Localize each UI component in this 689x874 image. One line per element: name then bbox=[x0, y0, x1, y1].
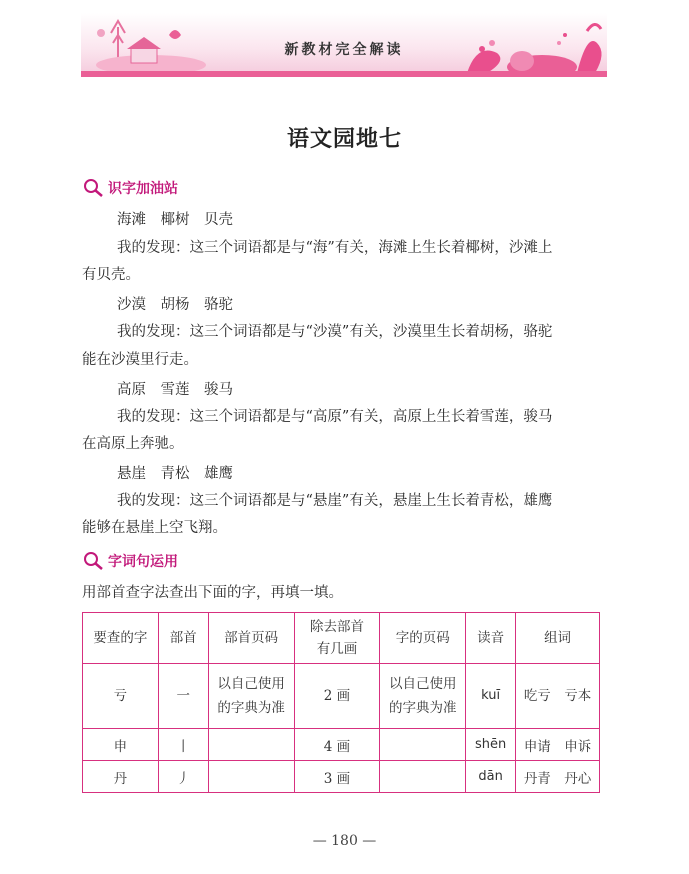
table-header-cell: 部首页码 bbox=[208, 613, 294, 664]
table-cell: 以自己使用的字典为准 bbox=[208, 664, 294, 729]
instruction-text: 用部首查字法查出下面的字，再填一填。 bbox=[82, 585, 343, 601]
header-banner bbox=[81, 13, 607, 77]
page-number: — 180 — bbox=[312, 833, 377, 849]
section-heading-word-usage bbox=[82, 550, 178, 572]
magnifier-icon bbox=[82, 178, 106, 198]
banner-title: 新教材完全解读 bbox=[284, 42, 404, 58]
word-group: 高原 雪莲 骏马 bbox=[117, 382, 233, 398]
table-cell: 2 画 bbox=[294, 664, 380, 729]
banner-base-stripe bbox=[81, 71, 607, 77]
table-cell: 申 bbox=[83, 729, 159, 761]
discovery-line: 有贝壳。 bbox=[82, 267, 140, 283]
table-cell: 一 bbox=[158, 664, 208, 729]
page-title: 语文园地七 bbox=[286, 126, 402, 152]
table-cell: 以自己使用的字典为准 bbox=[380, 664, 466, 729]
table-header-row bbox=[83, 613, 600, 664]
table-header-cell: 除去部首有几画 bbox=[294, 613, 380, 664]
table-header-cell: 读音 bbox=[466, 613, 516, 664]
table-cell: 亏 bbox=[83, 664, 159, 729]
table-cell bbox=[380, 761, 466, 793]
table-cell bbox=[208, 761, 294, 793]
section-heading-text: 字词句运用 bbox=[108, 554, 178, 570]
table-cell: 4 画 bbox=[294, 729, 380, 761]
radical-lookup-table bbox=[82, 612, 600, 793]
discovery-line: 能够在悬崖上空飞翔。 bbox=[82, 520, 227, 536]
table-cell: shēn bbox=[466, 729, 516, 761]
table-cell: 丹青 丹心 bbox=[516, 761, 600, 793]
discovery-line: 在高原上奔驰。 bbox=[82, 436, 184, 452]
table-cell bbox=[208, 729, 294, 761]
table-cell: 丨 bbox=[158, 729, 208, 761]
discovery-line: 我的发现：这三个词语都是与“高原”有关，高原上生长着雪莲，骏马 bbox=[117, 409, 553, 425]
table-header-cell: 字的页码 bbox=[380, 613, 466, 664]
word-group: 海滩 椰树 贝壳 bbox=[117, 212, 233, 228]
table-cell: 吃亏 亏本 bbox=[516, 664, 600, 729]
table-cell: dān bbox=[466, 761, 516, 793]
table-cell: 丿 bbox=[158, 761, 208, 793]
word-group: 沙漠 胡杨 骆驼 bbox=[117, 297, 233, 313]
table-cell: kuī bbox=[466, 664, 516, 729]
table-cell: 3 画 bbox=[294, 761, 380, 793]
discovery-line: 我的发现：这三个词语都是与“海”有关，海滩上生长着椰树，沙滩上 bbox=[117, 240, 553, 256]
table-cell: 丹 bbox=[83, 761, 159, 793]
table-row bbox=[83, 761, 600, 793]
section-heading-text: 识字加油站 bbox=[108, 181, 178, 197]
table-header-cell: 部首 bbox=[158, 613, 208, 664]
word-group: 悬崖 青松 雄鹰 bbox=[117, 466, 233, 482]
magnifier-icon bbox=[82, 551, 106, 571]
discovery-line: 我的发现：这三个词语都是与“沙漠”有关，沙漠里生长着胡杨，骆驼 bbox=[117, 324, 553, 340]
discovery-line: 我的发现：这三个词语都是与“悬崖”有关，悬崖上生长着青松，雄鹰 bbox=[117, 493, 553, 509]
discovery-line: 能在沙漠里行走。 bbox=[82, 352, 198, 368]
table-header-cell: 组词 bbox=[516, 613, 600, 664]
table-row bbox=[83, 729, 600, 761]
table-row bbox=[83, 664, 600, 729]
table-cell bbox=[380, 729, 466, 761]
table-header-cell: 要查的字 bbox=[83, 613, 159, 664]
section-heading-literacy bbox=[82, 177, 178, 199]
table-cell: 申请 申诉 bbox=[516, 729, 600, 761]
